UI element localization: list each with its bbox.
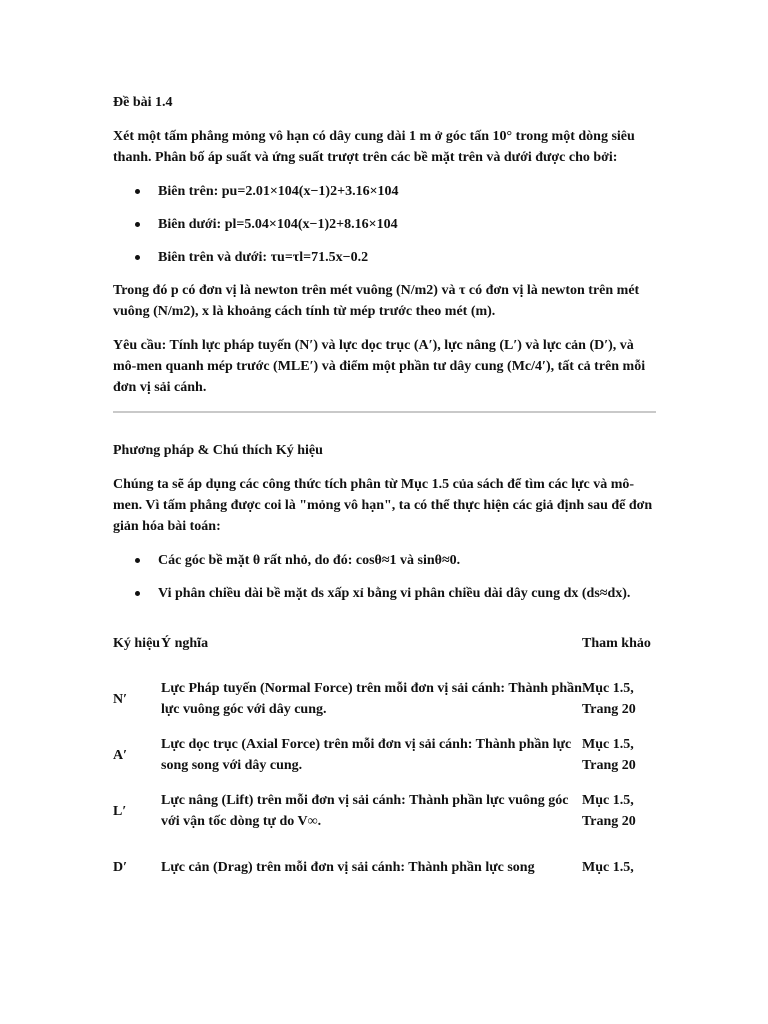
method-intro: Chúng ta sẽ áp dụng các công thức tích phân từ Mục 1.5 của sách để tìm các lực và mô-men. Vì tấm phẳng được coi là "mỏng vô hạn", ta có thể thực hiện các giả định sau để đơn giản hóa bài toán:: [113, 477, 653, 534]
symbol-cell: N′: [113, 691, 128, 707]
requirement-paragraph: Yêu cầu: Tính lực pháp tuyến (N′) và lực dọc trục (A′), lực nâng (L′) và lực cản (D′), và mô-men quanh mép trước (MLE′) và điểm một phần tư dây cung (Mc/4′), tất cả trên mỗi đơn vị sải cánh.: [113, 338, 646, 395]
table-row: [113, 782, 661, 838]
reference-cell: Mục 1.5, Trang 20: [582, 681, 636, 717]
boundary-upper: Biên trên: pu=2.01×104(x−1)2+3.16×104: [113, 181, 656, 202]
assumption-angle: Các góc bề mặt θ rất nhỏ, do đó: cosθ≈1 và sinθ≈0.: [113, 550, 656, 571]
header-meaning: Ý nghĩa: [161, 635, 209, 651]
document-page: [113, 92, 656, 894]
assumption-length: Vi phân chiều dài bề mặt ds xấp xỉ bằng vi phân chiều dài dây cung dx (ds≈dx).: [113, 583, 656, 604]
meaning-cell: Lực cản (Drag) trên mỗi đơn vị sải cánh: Thành phần lực song: [161, 859, 535, 875]
units-paragraph: Trong đó p có đơn vị là newton trên mét vuông (N/m2) và τ có đơn vị là newton trên mét vuông (N/m2), x là khoảng cách tính từ mép trước theo mét (m).: [113, 283, 640, 319]
symbol-cell: D′: [113, 859, 128, 875]
meaning-cell: Lực nâng (Lift) trên mỗi đơn vị sải cánh: Thành phần lực vuông góc với vận tốc dòng tự do V∞.: [161, 793, 569, 829]
table-row: [113, 670, 661, 726]
header-symbol: Ký hiệu: [113, 635, 161, 651]
symbol-table: [113, 616, 661, 894]
boundary-lower: Biên dưới: pl=5.04×104(x−1)2+8.16×104: [113, 214, 656, 235]
meaning-cell: Lực dọc trục (Axial Force) trên mỗi đơn vị sải cánh: Thành phần lực song song với dây cung.: [161, 737, 572, 773]
reference-cell: Mục 1.5,: [582, 859, 634, 875]
reference-cell: Mục 1.5, Trang 20: [582, 737, 636, 773]
method-heading: Phương pháp & Chú thích Ký hiệu: [113, 443, 323, 458]
header-reference: Tham khảo: [582, 635, 651, 651]
reference-cell: Mục 1.5, Trang 20: [582, 793, 636, 829]
problem-title: Đề bài 1.4: [113, 95, 173, 110]
table-row: [113, 726, 661, 782]
boundary-list: [113, 181, 656, 268]
table-row: [113, 838, 661, 894]
assumption-list: [113, 550, 656, 604]
problem-intro: Xét một tấm phẳng mỏng vô hạn có dây cung dài 1 m ở góc tấn 10° trong một dòng siêu thanh. Phân bố áp suất và ứng suất trượt trên các bề mặt trên và dưới được cho bởi:: [113, 129, 635, 165]
table-header-row: [113, 616, 661, 670]
section-divider: [113, 411, 656, 413]
symbol-cell: A′: [113, 747, 128, 763]
meaning-cell: Lực Pháp tuyến (Normal Force) trên mỗi đơn vị sải cánh: Thành phần lực vuông góc với dây cung.: [161, 681, 582, 717]
symbol-cell: L′: [113, 803, 127, 819]
boundary-shear: Biên trên và dưới: τu=τl=71.5x−0.2: [113, 247, 656, 268]
